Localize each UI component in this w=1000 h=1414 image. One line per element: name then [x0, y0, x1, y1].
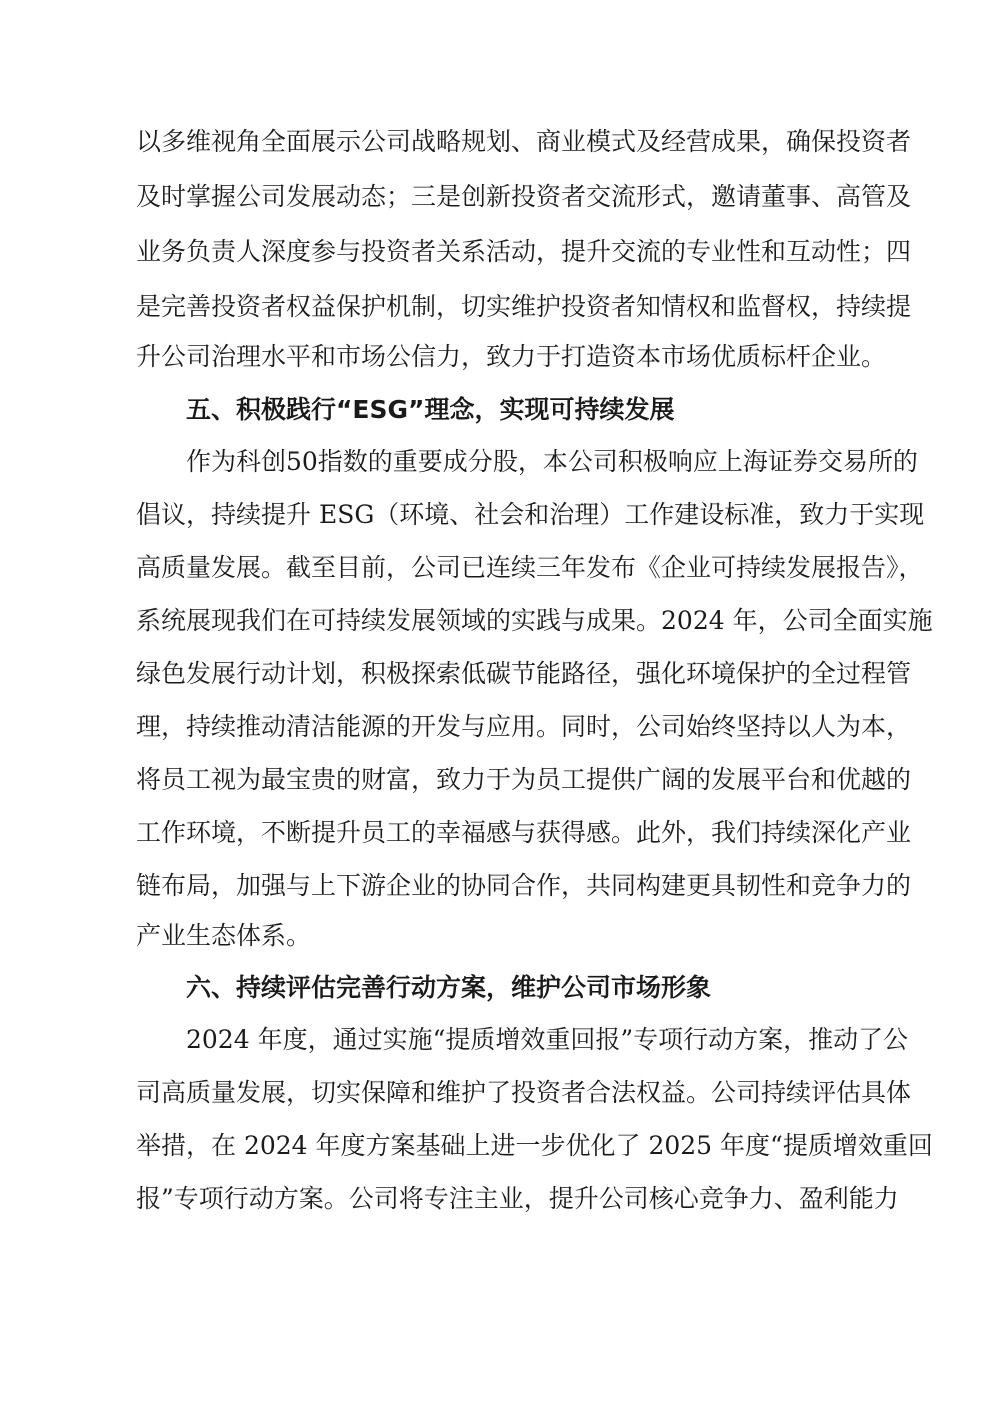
- paragraph-line: 倡议，持续提升 ESG（环境、社会和治理）工作建设标准，致力于实现: [136, 500, 925, 529]
- paragraph-line: 系统展现我们在可持续发展领域的实践与成果。2024 年，公司全面实施: [136, 606, 933, 635]
- paragraph-line: 绿色发展行动计划，积极探索低碳节能路径，强化环境保护的全过程管: [136, 659, 912, 688]
- paragraph-line: 业务负责人深度参与投资者关系活动，提升交流的专业性和互动性；四: [136, 237, 912, 266]
- paragraph-line: 2024 年度，通过实施“提质增效重回报”专项行动方案，推动了公: [186, 1025, 909, 1054]
- paragraph-line: 工作环境，不断提升员工的幸福感与获得感。此外，我们持续深化产业: [136, 818, 912, 847]
- paragraph-line: 产业生态体系。: [136, 921, 312, 950]
- paragraph-line: 举措，在 2024 年度方案基础上进一步优化了 2025 年度“提质增效重回: [136, 1131, 933, 1160]
- paragraph-line: 是完善投资者权益保护机制，切实维护投资者知情权和监督权，持续提: [136, 292, 912, 321]
- paragraph-line: 升公司治理水平和市场公信力，致力于打造资本市场优质标杆企业。: [136, 342, 887, 371]
- paragraph-line: 及时掌握公司发展动态；三是创新投资者交流形式，邀请董事、高管及: [136, 182, 912, 211]
- section-heading-6: 六、持续评估完善行动方案，维护公司市场形象: [186, 973, 712, 1002]
- paragraph-line: 将员工视为最宝贵的财富，致力于为员工提供广阔的发展平台和优越的: [136, 765, 912, 794]
- paragraph-line: 高质量发展。截至目前，公司已连续三年发布《企业可持续发展报告》，: [136, 553, 924, 582]
- section-heading-5: 五、积极践行“ESG”理念，实现可持续发展: [186, 395, 675, 424]
- paragraph-line: 理，持续推动清洁能源的开发与应用。同时，公司始终坚持以人为本，: [136, 712, 912, 741]
- paragraph-line: 作为科创50指数的重要成分股，本公司积极响应上海证券交易所的: [186, 447, 918, 476]
- paragraph-line: 司高质量发展，切实保障和维护了投资者合法权益。公司持续评估具体: [136, 1078, 912, 1107]
- paragraph-line: 报”专项行动方案。公司将专注主业，提升公司核心竞争力、盈利能力: [136, 1184, 899, 1213]
- paragraph-line: 链布局，加强与上下游企业的协同合作，共同构建更具韧性和竞争力的: [136, 871, 912, 900]
- paragraph-line: 以多维视角全面展示公司战略规划、商业模式及经营成果，确保投资者: [136, 127, 912, 156]
